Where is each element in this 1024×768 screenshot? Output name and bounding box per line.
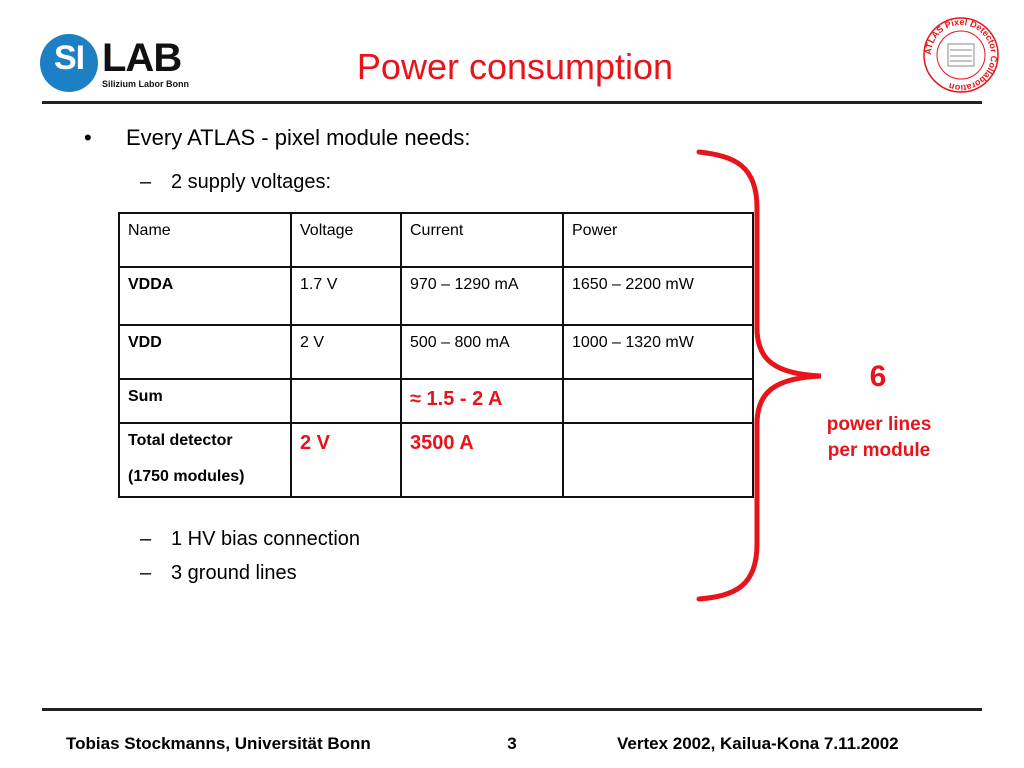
table-row-total <box>119 423 753 497</box>
bullet-text: Every ATLAS - pixel module needs: <box>126 125 471 150</box>
table-row <box>119 325 753 379</box>
callout-line2: per module <box>827 440 931 461</box>
table-cell: Sum <box>119 379 291 423</box>
logo-subtitle: Silizium Labor Bonn <box>102 79 189 89</box>
power-table <box>118 212 754 498</box>
table-header-cell: Voltage <box>291 213 401 267</box>
table-cell: 3500 A <box>401 423 563 497</box>
table-cell: VDD <box>119 325 291 379</box>
footer-event: Vertex 2002, Kailua-Kona 7.11.2002 <box>617 734 899 753</box>
table-row <box>119 379 753 423</box>
table-cell: 1650 – 2200 mW <box>563 267 753 325</box>
dash-marker: – <box>140 562 152 584</box>
footer-author: Tobias Stockmanns, Universität Bonn <box>66 734 371 753</box>
logo-name: LAB <box>102 36 182 80</box>
callout-line1: power lines <box>826 414 932 435</box>
supply-voltages-text: 2 supply voltages: <box>171 171 332 193</box>
table-cell <box>119 423 291 497</box>
atlas-collaboration-stamp <box>922 16 1000 94</box>
page-number: 3 <box>507 734 517 753</box>
table-cell: 500 – 800 mA <box>401 325 563 379</box>
total-name-line1: Total detector <box>128 432 233 449</box>
ground-lines-text: 3 ground lines <box>171 562 297 584</box>
slide-title-text: Power consumption <box>356 46 674 87</box>
table-cell: 2 V <box>291 423 401 497</box>
hv-bias-text: 1 HV bias connection <box>171 528 361 550</box>
table-header-row <box>119 213 753 267</box>
table-cell: 1.7 V <box>291 267 401 325</box>
power-lines-count: 6 <box>869 360 887 393</box>
dash-marker: – <box>140 528 152 550</box>
dash-marker: – <box>140 171 152 193</box>
table-cell <box>291 379 401 423</box>
header-divider <box>42 101 982 104</box>
stamp-text: ATLAS Pixel Detector Collaboration <box>922 16 1000 94</box>
curly-brace <box>695 148 825 603</box>
table-header-cell: Current <box>401 213 563 267</box>
logo-mark: SI <box>53 39 85 77</box>
table-cell: VDDA <box>119 267 291 325</box>
table-header-cell: Power <box>563 213 753 267</box>
slide-title <box>0 46 1024 88</box>
table-cell: ≈ 1.5 - 2 A <box>401 379 563 423</box>
footer-divider <box>42 708 982 711</box>
table-header-cell: Name <box>119 213 291 267</box>
table-cell: 1000 – 1320 mW <box>563 325 753 379</box>
table-row <box>119 267 753 325</box>
table-cell: 2 V <box>291 325 401 379</box>
bullet-marker: • <box>84 125 92 150</box>
total-name-line2: (1750 modules) <box>128 468 245 485</box>
table-cell: 970 – 1290 mA <box>401 267 563 325</box>
